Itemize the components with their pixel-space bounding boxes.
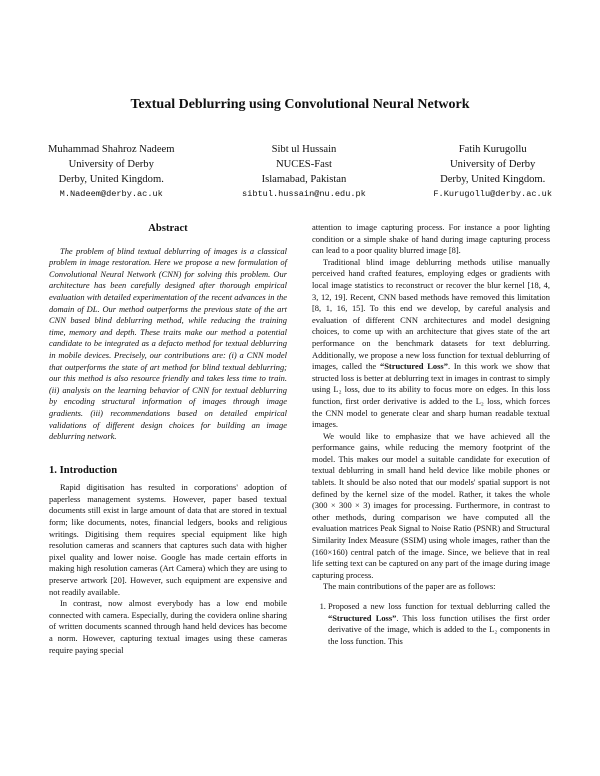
text-run: Proposed a new loss function for textual deblurring called the [328, 601, 550, 611]
list-item [328, 601, 550, 647]
author-name: Sibt ul Hussain [271, 144, 337, 155]
left-column [49, 221, 287, 656]
author-location: Derby, United Kingdom. [58, 174, 164, 185]
author-3 [433, 142, 552, 202]
structured-loss-term: “Structured Loss” [380, 361, 448, 372]
abstract-text: The problem of blind textual deblurring of images is a classical problem in image restoration. Here we propose a new formulation of Convolutional Neural Network (CNN) for solving this problem. Our architecture has been carefully designed after thorough empirical evaluation with detailed experimentation of the recent advances in the domain of DL. Our method outperforms the previous state of the art CNN based blind deblurring method, while reducing the training time, memory and depth. These traits make our method a potential candidate to be integrated as a defacto method for textual deblurring in mobile devices. Precisely, our contributions are: (i) a CNN model that outperforms the state of art method for blind textual deblurring; our this method is also resource friendly and takes less time to train. (ii) analysis on the learning behavior of CNN for textual deblurring by encoding structural information of images through image gradients. (iii) recommendations based on detailed empirical validations of different design choices for building an image deblurring network. [49, 245, 287, 442]
author-2 [242, 142, 366, 202]
author-email: F.Kurugollu@derby.ac.uk [433, 189, 552, 199]
intro-paragraph-1: Rapid digitisation has resulted in corporations' adoption of paperless management systems. However, paper based textual documents still exist in large amount of data that are stored in textual form; like documents, notes, financial ledgers, books and religious writings. Digitising them requires special equipment like high resolution cameras and scanners that captures such data with higher pixel quality and lower noise. Google has made certain efforts in making high resolution cameras (Art Camera) which they are using to preserve artwork [20]. However, such equipment are expensive and not readily available. [49, 482, 287, 597]
author-block [48, 142, 552, 202]
structured-loss-term: “Structured Loss” [328, 612, 397, 623]
text-run: . This loss function utilises the first order derivative of the image, which is added to the L₂ components in the loss function. This [328, 612, 550, 646]
author-affiliation: NUCES-Fast [275, 159, 332, 170]
text-run: Traditional blind image deblurring methods utilise manually perceived hand crafted features, employing edges or gradients with local image statistics to reconstruct or recover the blur kernel [18, 4, 3, 12, 19]. Recent, CNN based methods have removed this limitation [8, 1, 16, 15]. To this end we develop, by careful analysis and evaluation of different CNN architectures and model designing choices, to come up with an architecture that gives state of the art performance on the benchmark datasets for text deblurring. Additionally, we propose a new loss function for textual deblurring of images, called the [312, 256, 550, 372]
author-location: Derby, United Kingdom. [440, 174, 546, 185]
author-1 [48, 142, 175, 202]
right-column [312, 222, 550, 647]
author-email: sibtul.hussain@nu.edu.pk [242, 189, 366, 199]
paper-title: Textual Deblurring using Convolutional Neural Network [130, 97, 470, 112]
right-paragraph-3: The main contributions of the paper are as follows: [323, 581, 496, 592]
right-paragraph-2: We would like to emphasize that we have achieved all the performance gains, while reducing the memory footprint of the model. This makes our model a suitable candidate for execution of textual deblurring in small hand held device like mobile phones or tablets. It should be also noted that our models' spatial support is not defined by the kernel size of the model. Rather, it takes the whole (300 × 300 × 3) images for processing. Furthermore, in contrast to other methods, during comparison we have computed all the evaluation matrices Peak Signal to Noise Ratio (PSNR) and Structural Similarity Index Measure (SSIM) using whole images, rather than the (160×160) central patch of the image. Since, we believe that in real life setting text can be captured on any part of the image during image capturing process. [312, 430, 550, 580]
author-affiliation: University of Derby [68, 159, 154, 170]
author-name: Muhammad Shahroz Nadeem [48, 144, 175, 155]
intro-paragraph-2: In contrast, now almost everybody has a low end mobile connected with camera. Especially, during the covidera online sharing of written documents scanned through hand held devices has become a norm. However, capturing textual images using these cameras require paying special [49, 598, 287, 655]
abstract-heading: Abstract [148, 223, 188, 234]
author-affiliation: University of Derby [450, 159, 536, 170]
section-heading-introduction: 1. Introduction [49, 464, 118, 476]
text-run: . In this work we show that structed loss is better at deblurring text in images in contrast to simply using L₂ loss, due to its ability to focus more on edges. In this loss function, first order derivative is added to the L₂ loss, which forces the CNN model to generate clear and sharp human readable textual images. [312, 361, 550, 430]
author-location: Islamabad, Pakistan [261, 174, 347, 185]
right-paragraph-1 [312, 257, 550, 431]
author-name: Fatih Kurugollu [458, 144, 527, 155]
author-email: M.Nadeem@derby.ac.uk [59, 189, 163, 199]
contributions-list [312, 601, 550, 647]
right-paragraph-0: attention to image capturing process. For instance a poor lighting condition or a simple shake of hand during image capturing process can lead to a poor quality blurred image [8]. [312, 222, 550, 256]
